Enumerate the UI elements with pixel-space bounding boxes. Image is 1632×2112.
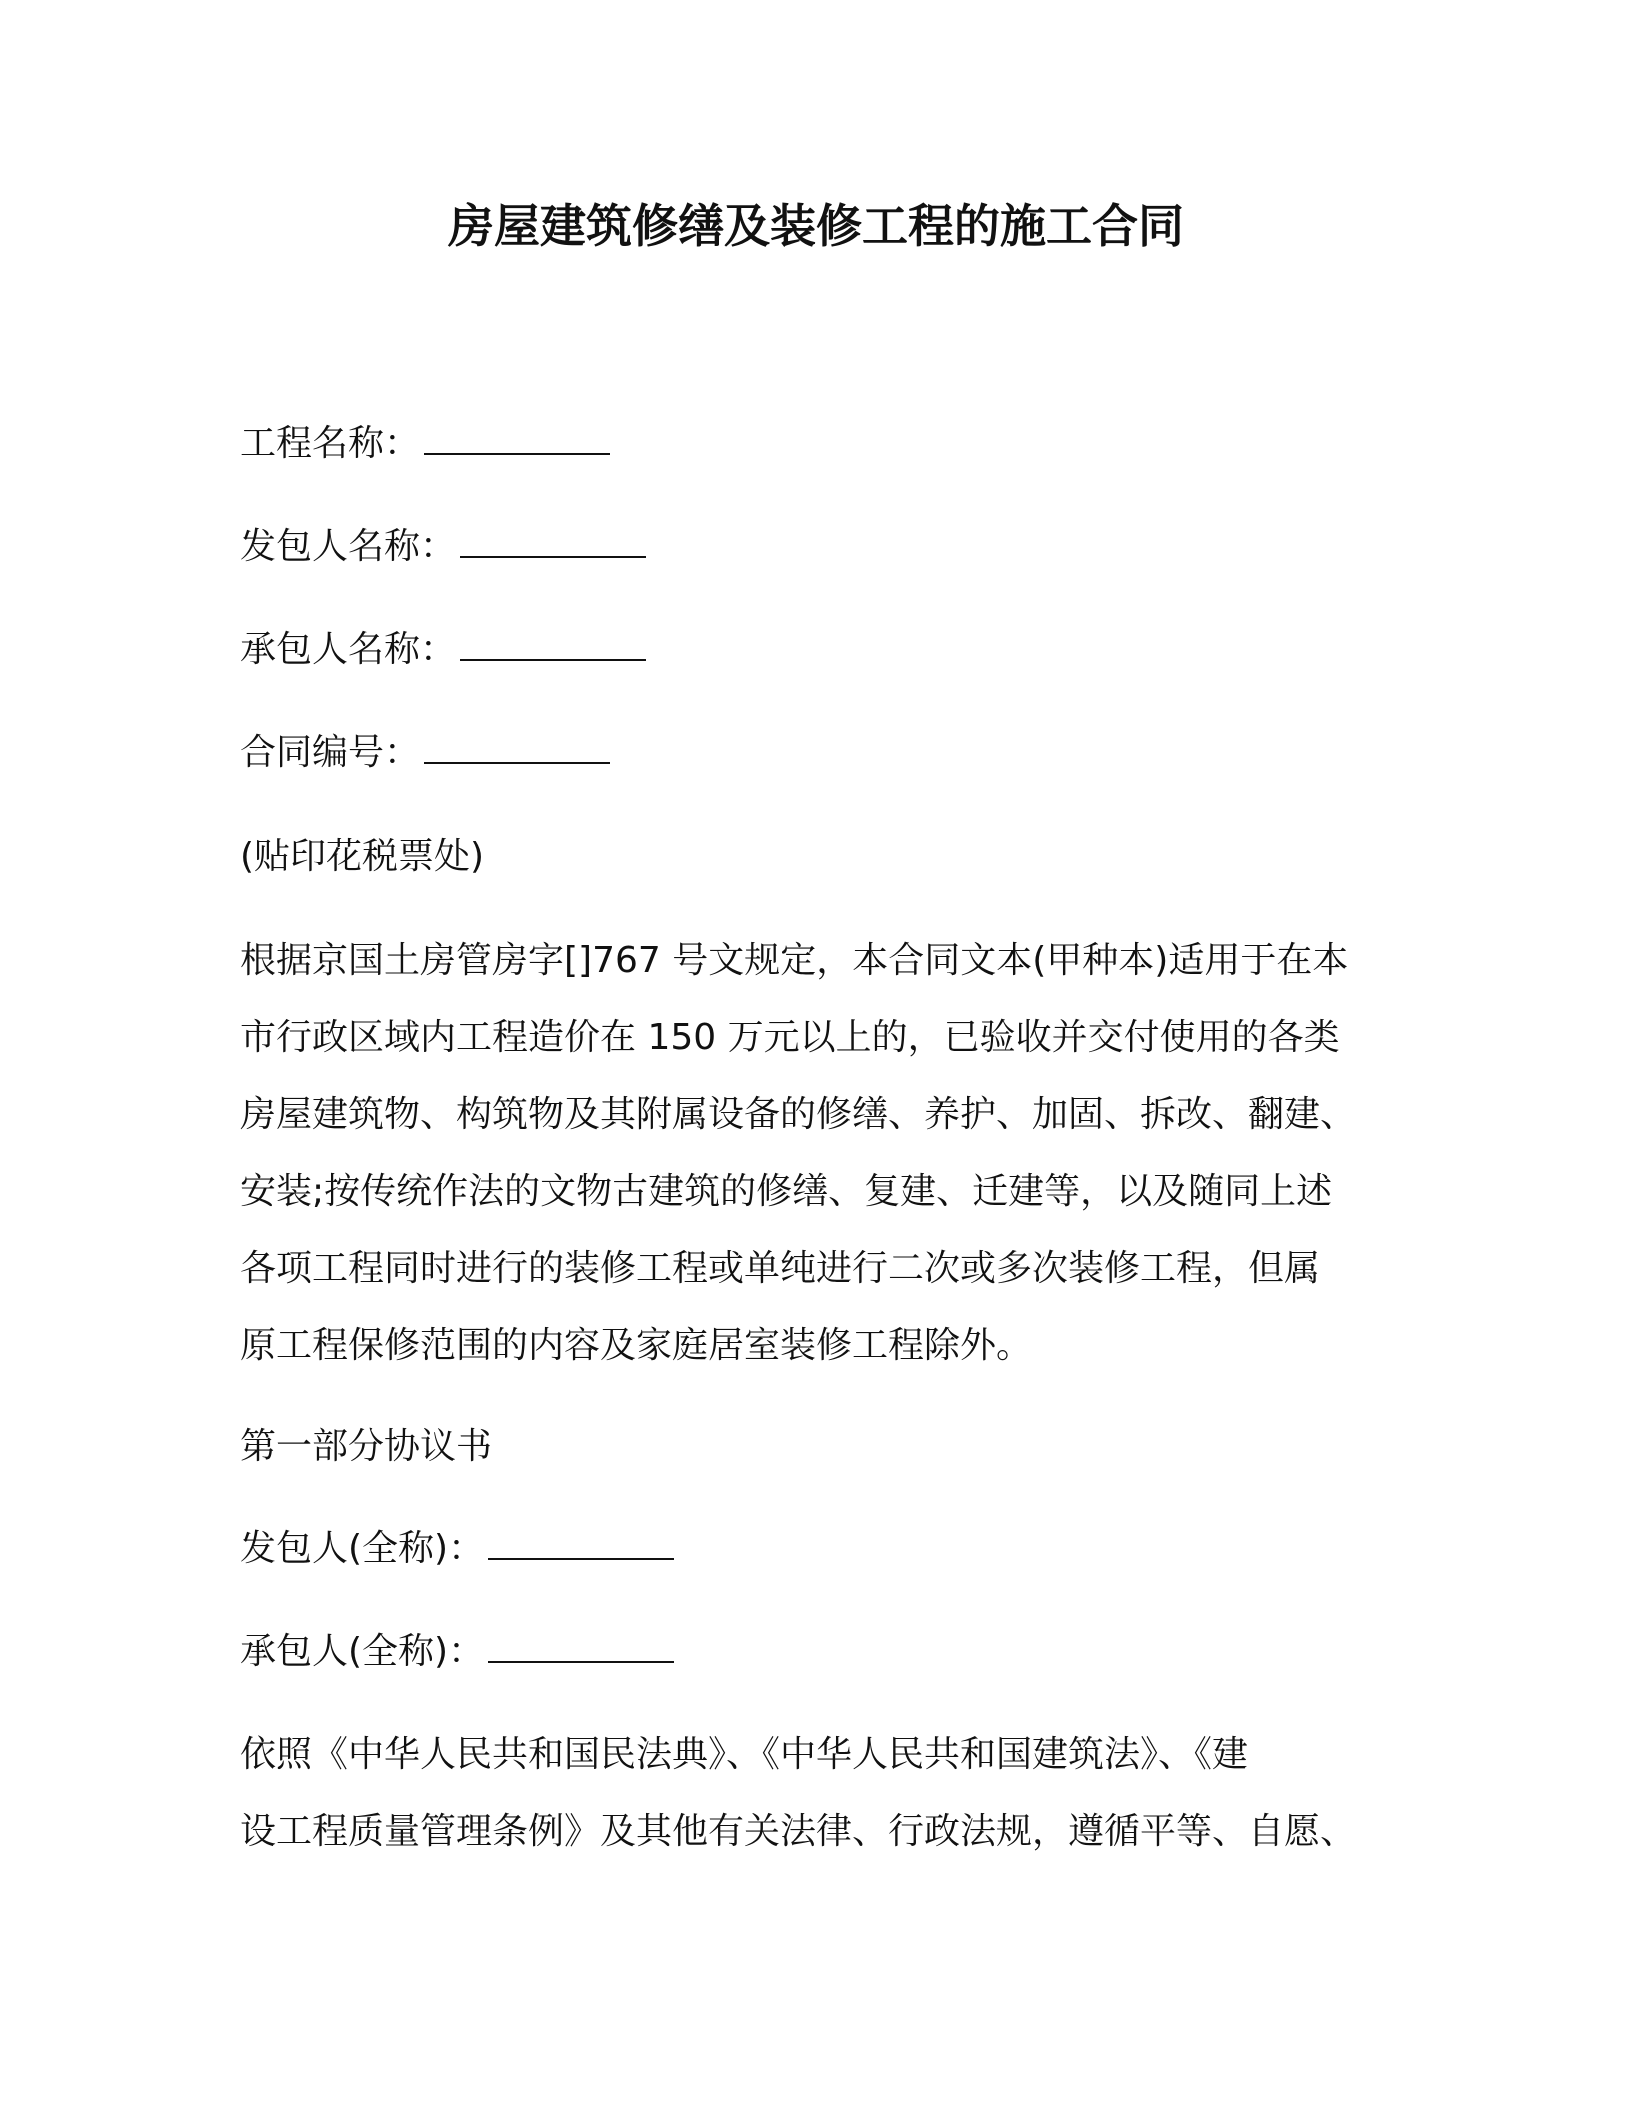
field-employer-name — [240, 522, 646, 572]
field-label: 合同编号： — [240, 732, 421, 773]
paragraph-line: 根据京国土房管房字[]767 号文规定，本合同文本(甲种本)适用于在本 — [240, 940, 1349, 981]
paragraph-line: 房屋建筑物、构筑物及其附属设备的修缮、养护、加固、拆改、翻建、 — [240, 1094, 1357, 1135]
paragraph-line: 市行政区域内工程造价在 150 万元以上的，已验收并交付使用的各类 — [240, 1017, 1340, 1058]
stamp-tax-note: (贴印花税票处) — [240, 836, 485, 877]
document-title: 房屋建筑修缮及装修工程的施工合同 — [448, 199, 1184, 253]
field-contract-number — [240, 728, 610, 778]
blank-line — [424, 732, 610, 764]
field-contractor-name — [240, 625, 646, 675]
party-employer-fullname — [240, 1524, 674, 1574]
blank-line — [424, 423, 610, 455]
field-label: 发包人名称： — [240, 526, 457, 567]
paragraph-line: 设工程质量管理条例》及其他有关法律、行政法规，遵循平等、自愿、 — [240, 1811, 1357, 1852]
paragraph-line: 原工程保修范围的内容及家庭居室装修工程除外。 — [240, 1325, 1033, 1366]
blank-line — [460, 526, 646, 558]
blank-line — [460, 629, 646, 661]
basis-paragraph — [240, 1716, 1380, 1870]
party-contractor-fullname — [240, 1627, 674, 1677]
blank-line — [488, 1528, 674, 1560]
blank-line — [488, 1631, 674, 1663]
intro-paragraph — [240, 922, 1380, 1384]
field-label: 承包人名称： — [240, 629, 457, 670]
section-heading: 第一部分协议书 — [240, 1426, 493, 1467]
field-label: 工程名称： — [240, 423, 421, 464]
field-project-name — [240, 419, 610, 469]
paragraph-line: 各项工程同时进行的装修工程或单纯进行二次或多次装修工程，但属 — [240, 1248, 1321, 1289]
field-label: 承包人(全称)： — [240, 1631, 485, 1672]
field-label: 发包人(全称)： — [240, 1528, 485, 1569]
paragraph-line: 依照《中华人民共和国民法典》、《中华人民共和国建筑法》、《建 — [240, 1734, 1249, 1775]
paragraph-line: 安装;按传统作法的文物古建筑的修缮、复建、迁建等，以及随同上述 — [240, 1171, 1333, 1212]
